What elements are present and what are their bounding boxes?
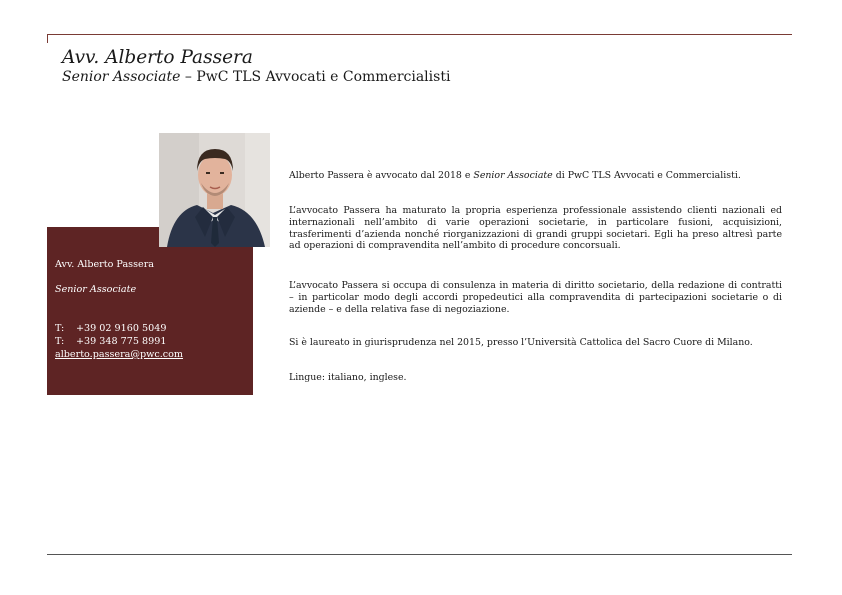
card-role: Senior Associate (55, 284, 137, 295)
bio-p5-text: Lingue: italiano, inglese. (289, 372, 407, 383)
portrait-photo (159, 133, 270, 247)
bio-paragraph-1 (289, 170, 782, 182)
page-subtitle (62, 69, 450, 85)
bio-p3-text: L’avvocato Passera si occupa di consulenza in materia di diritto societario, della redazione di contratti – in particolar modo degli accordi propedeutici alla compravendita di partecipazioni societarie o di aziende – e della relativa fase di negoziazione. (289, 280, 782, 315)
bio-paragraph-5 (289, 372, 782, 384)
bio-paragraph-2 (289, 205, 782, 252)
email-link[interactable]: alberto.passera@pwc.com (55, 349, 184, 360)
phone-label: T: (55, 323, 65, 334)
bottom-divider (47, 554, 792, 555)
bio-p1-start: Alberto Passera è avvocato dal 2018 e (289, 170, 474, 181)
phone-number-2: +39 348 775 8991 (76, 336, 167, 347)
portrait-icon (159, 133, 270, 247)
bio-p2-text: L’avvocato Passera ha maturato la propria esperienza professionale assistendo clienti nazionali ed internazionali nell’ambito di varie operazioni societarie, in particolare fusioni, acquisizioni, trasferimenti d’azienda nonché riorganizzazioni di grandi gruppi societari. Egli ha preso altresì parte ad operazioni di compravendita nell’ambito di procedure concorsuali. (289, 205, 782, 252)
bio-paragraph-3 (289, 280, 782, 315)
card-name: Avv. Alberto Passera (55, 259, 154, 270)
phone-label: T: (55, 336, 65, 347)
page-title: Avv. Alberto Passera (62, 47, 253, 68)
top-divider (47, 34, 792, 35)
bio-p1-role: Senior Associate (473, 170, 553, 181)
top-divider-tick (47, 34, 48, 43)
card-phone-2 (55, 336, 166, 347)
subtitle-separator: – (180, 69, 197, 85)
bio-p4-text: Si è laureato in giurisprudenza nel 2015, presso l’Università Cattolica del Sacro Cuore di Milano. (289, 337, 753, 348)
bio-paragraph-4 (289, 337, 782, 349)
subtitle-firm: PwC TLS Avvocati e Commercialisti (196, 69, 451, 85)
card-phone-1 (55, 323, 166, 334)
bio-p1-end: di PwC TLS Avvocati e Commercialisti. (552, 170, 741, 181)
subtitle-role: Senior Associate (62, 69, 181, 85)
phone-number-1: +39 02 9160 5049 (76, 323, 167, 334)
contact-card (47, 227, 253, 395)
